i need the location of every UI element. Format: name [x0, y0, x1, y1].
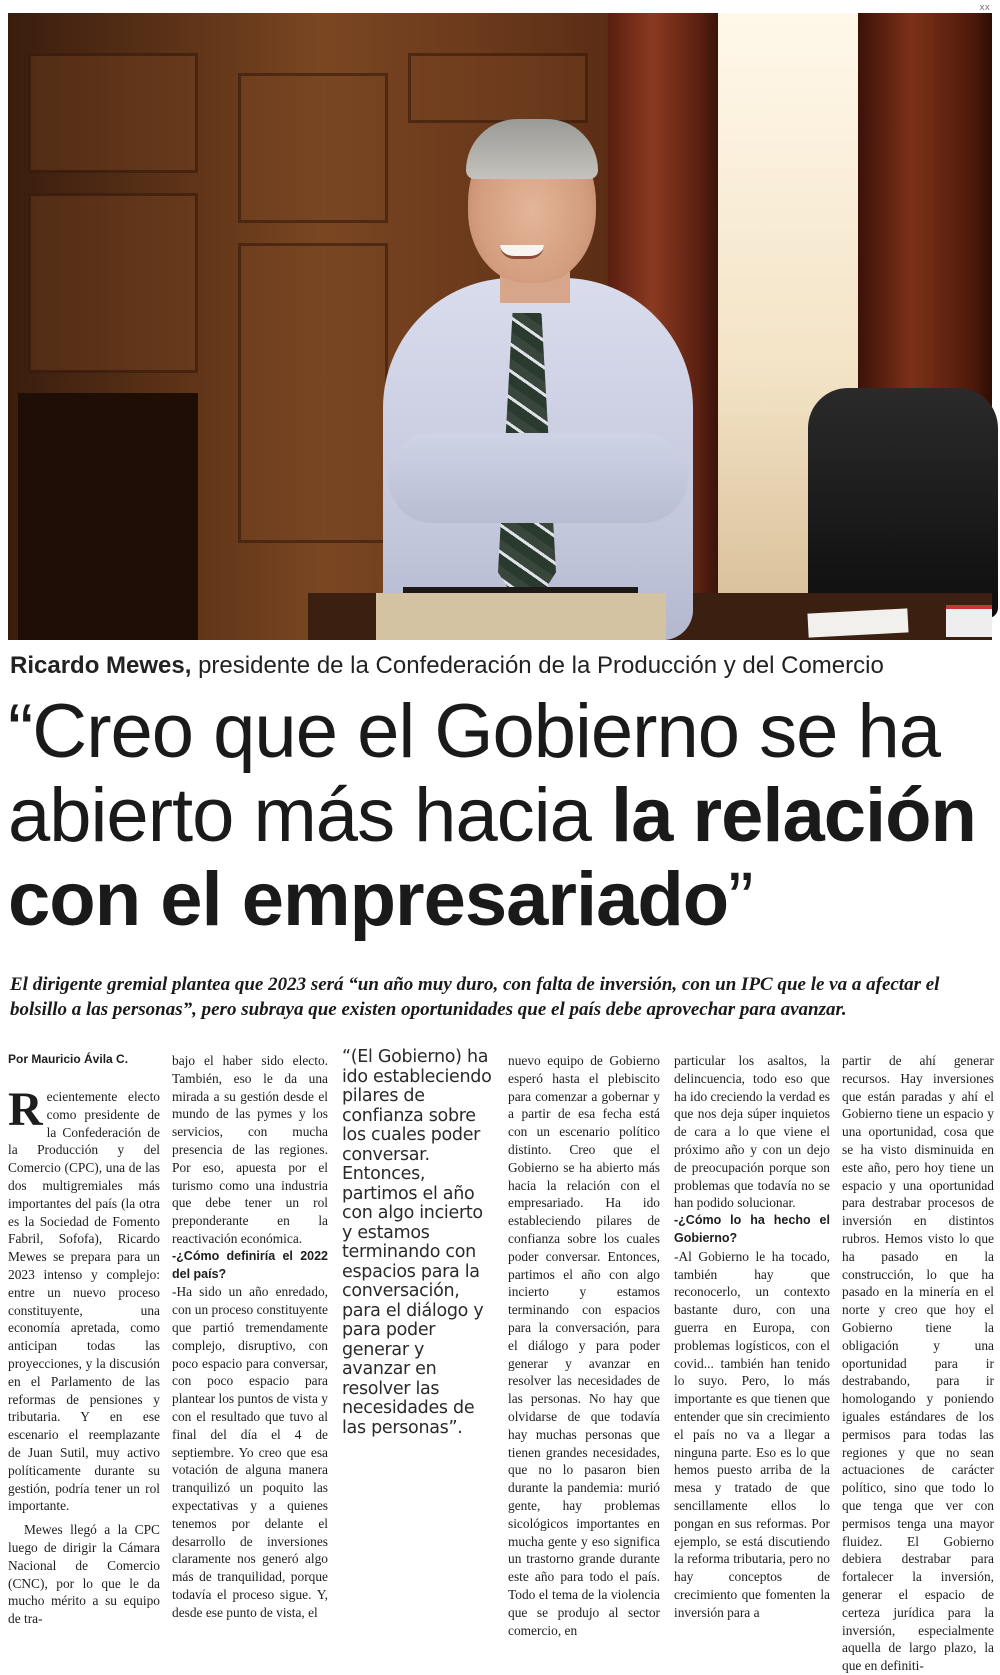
byline: Por Mauricio Ávila C. [8, 1052, 129, 1066]
interviewee-name: Ricardo Mewes, [10, 652, 192, 679]
headline-part1: “Creo que el Gobierno se ha abierto más hacia [8, 689, 941, 858]
drop-cap: R [8, 1083, 43, 1136]
question: -¿Cómo definiría el 2022 del país? [172, 1248, 328, 1281]
pull-quote: “(El Gobierno) ha ido estableciendo pilares de confianza sobre los cuales poder conversar. Entonces, partimos el año con algo incierto y estamos terminando con espacios para la conversación, para el diálogo y para poder generar y avanzar en resolver las necesidades de las personas”. [342, 1047, 492, 1438]
paragraph: particular los asaltos, la delincuencia, todo eso que ha ido creciendo la verdad es que nos deja súper inquietos de cara a lo que viene el próximo año y con un dejo de preocupación porque son problemas que todavía no se han podido solucionar. [674, 1053, 830, 1211]
question: -¿Cómo lo ha hecho el Gobierno? [674, 1213, 830, 1245]
deck: El dirigente gremial plantea que 2023 será “un año muy duro, con falta de inversión, con un IPC que le va a afectar el bolsillo a las personas”, pero subraya que existen oportunidades que el país debe aprovechar para avanzar. [10, 974, 940, 1020]
kicker [10, 652, 884, 680]
headline [8, 690, 998, 942]
column-5 [674, 1052, 830, 1622]
paragraph: bajo el haber sido electo. También, eso le da una mirada a su gestión desde el mundo de las pymes y los servicios, con mucha presencia de las regiones. Por eso, apuesta por el turismo como una industria que debe tener un rol preponderante en la reactivación económica. [172, 1053, 328, 1246]
paragraph: -Al Gobierno le ha tocado, también hay que reconocerlo, un contexto bastante duro, con una guerra en Europa, con problemas logísticos, con el covid... también han tenido lo suyo. Pero, lo más importante es que tienen que entender que sin crecimiento el país no va a llegar a ninguna parte. Eso es lo que hemos puesto arriba de la mesa y tratado de que sencillamente ellos lo pongan en sus reformas. Por ejemplo, se está discutiendo la reforma tributaria, pero no hay conceptos de crecimiento que fomenten la inversión para a [674, 1248, 830, 1620]
headline-close: ” [728, 857, 753, 942]
paragraph: nuevo equipo de Gobierno esperó hasta el plebiscito para comenzar a gobernar y a partir de esa fecha está con un escenario político distinto. Creo que el Gobierno se ha abierto más hacia la relación con el empresariado. Ha ido estableciendo pilares de confianza sobre los cuales poder conversar. Entonces, partimos el año con algo incierto y estamos terminando con espacios para la conversación, para el diálogo y para poder generar y avanzar en resolver las necesidades de las personas. No hay que olvidarse de que todavía hay muchas personas que tienen grandes necesidades, que no lo pasaron bien durante la pandemia: murió gente, hay problemas sicológicos importantes en mucha gente y eso significa un trastorno grande durante este año para todo el país. Todo el tema de la violencia que se produjo al sector comercio, en [508, 1053, 660, 1638]
column-1 [8, 1052, 160, 1628]
paragraph: -Ha sido un año enredado, con un proceso constituyente que partió tremendamente complejo, disruptivo, con poco espacio para conversar, con poco espacio para plantear los puntos de vista y con el resultado que tuvo al final del día el 4 de septiembre. Yo creo que esa votación de alguna manera tranquilizó un poquito las expectativas y a quienes tenemos por delante el desarrollo de inversiones claramente nos generó algo más de tranquilidad, porque todavía el proceso sigue. Y, desde ese punto de vista, el [172, 1284, 328, 1620]
column-6 [842, 1052, 994, 1675]
headline-part2: la relación con el empresariado [8, 773, 976, 942]
office-chair [808, 388, 998, 618]
paragraph: Mewes llegó a la CPC luego de dirigir la Cámara Nacional de Comercio (CNC), por lo que le da mucho mérito a su equipo de tra- [8, 1522, 160, 1627]
column-2 [172, 1052, 328, 1622]
lead-paragraph: Recientemente electo como presidente de la Confederación de la Producción y del Comercio (CPC), una de las dos multigremiales más importantes del país (la otra es la Sociedad de Fomento Fabril, Sofofa), Ricardo Mewes se prepara para un 2023 intenso y complejo: entre un nuevo proceso constituyente, una economía apretada, como anticipan todas las proyecciones, y la discusión en el Parlamento de las reformas de pensiones y tributaria. Y en ese escenario el reemplazante de Juan Sutil, muy activo políticamente durante su gestión, podría tener un rol importante. [8, 1083, 160, 1514]
interviewee-role: presidente de la Confederación de la Producción y del Comercio [191, 652, 884, 679]
column-4 [508, 1052, 660, 1639]
page-marker: xx [979, 3, 990, 13]
main-photo [8, 13, 992, 640]
paragraph: partir de ahí generar recursos. Hay inversiones que están paradas y ahí el Gobierno tiene un espacio y una oportunidad, cosa que se ha visto disminuida en este año, pero hoy tiene un espacio y una oportunidad para destrabar procesos de inversión en distintos rubros. Hemos visto lo que ha pasado en la construcción, lo que ha pasado en la minería en el norte y creo que hoy el Gobierno tiene la obligación y una oportunidad para ir destrabando, para ir homologando y poniendo iguales estándares de los permisos para todas las regiones y que no sean actuaciones de carácter político, sino que todo lo que tenga que ver con permisos tenga una mayor fluidez. El Gobierno debiera destrabar para fortalecer la inversión, generar el espacio de certeza jurídica para la inversión, especialmente aquella de largo plazo, la que en definiti- [842, 1053, 994, 1674]
